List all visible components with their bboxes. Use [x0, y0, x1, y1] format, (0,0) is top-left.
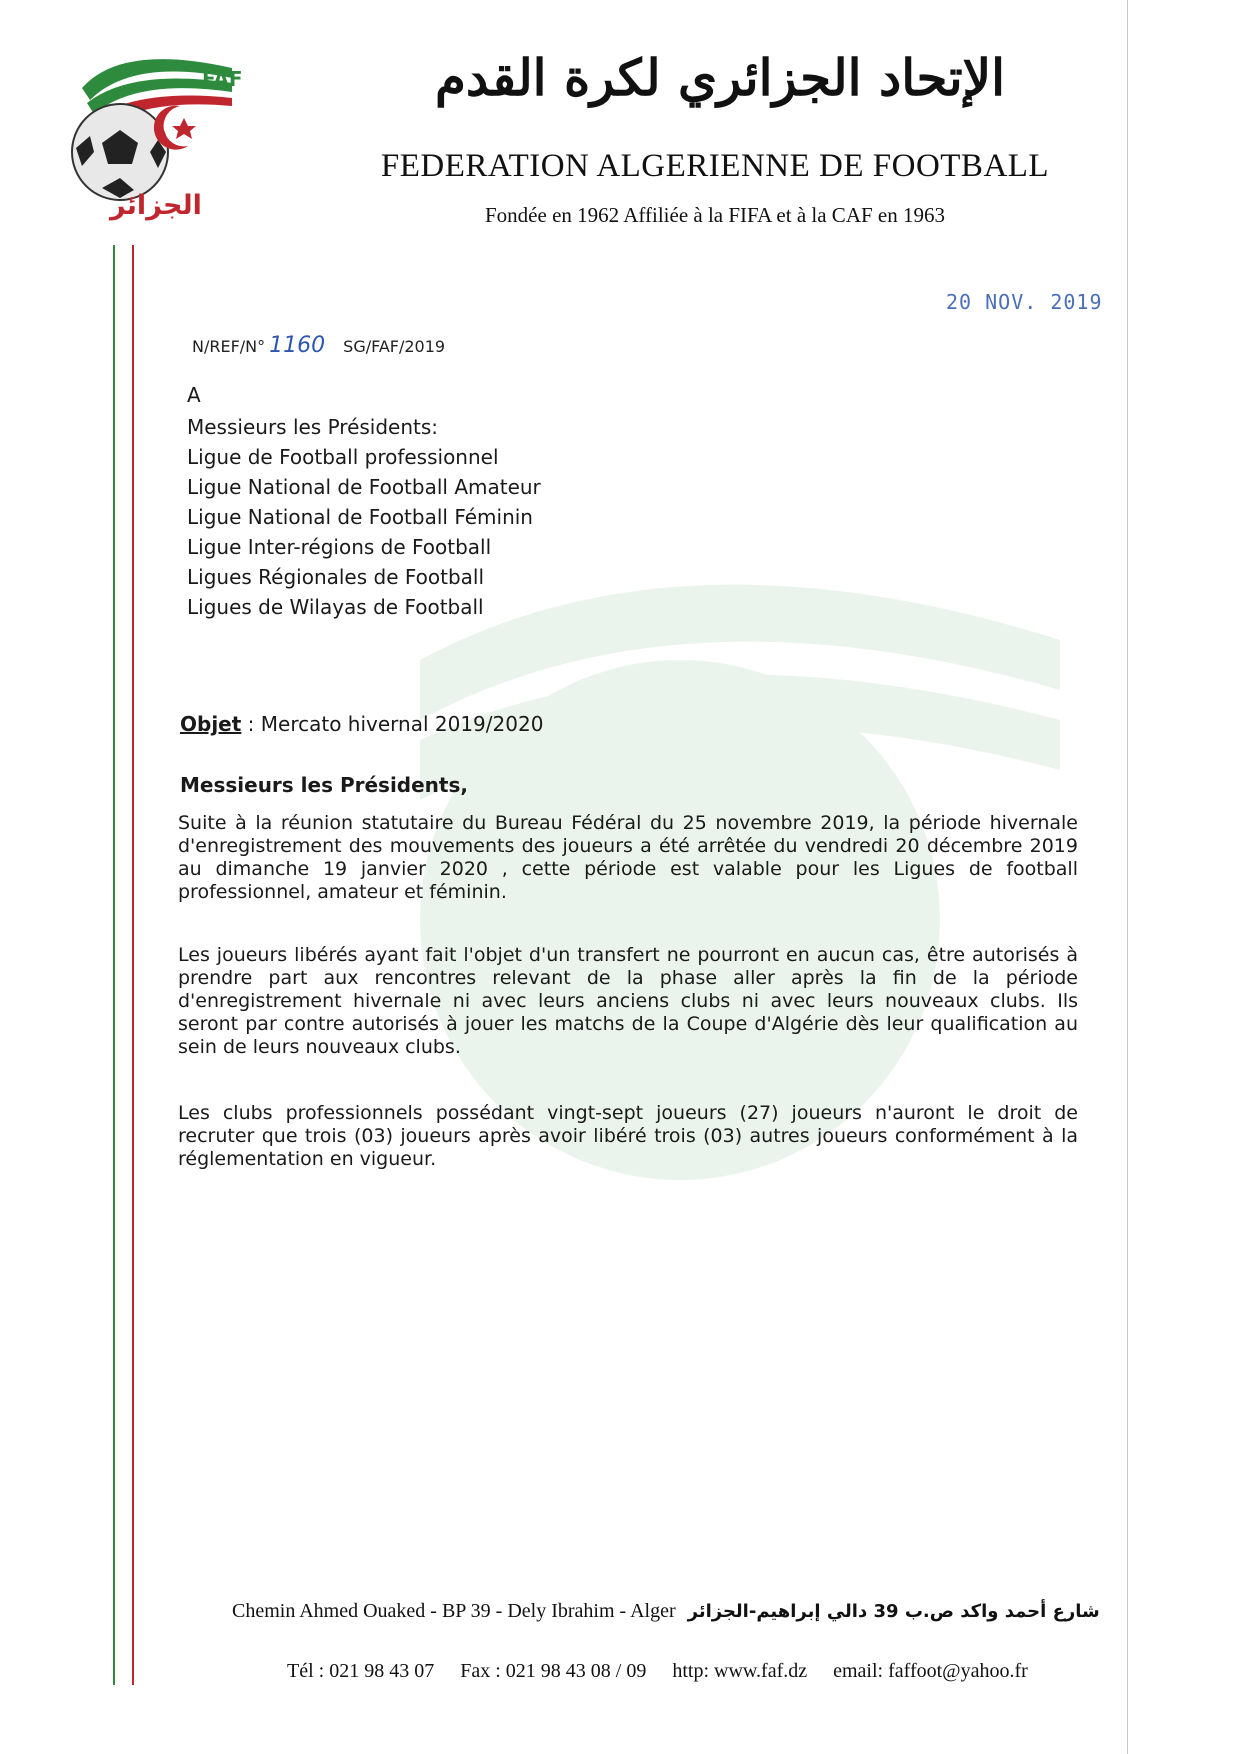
- logo-initials: FAF: [202, 67, 243, 91]
- body-paragraph: Les clubs professionnels possédant vingt-sept joueurs (27) joueurs n'auront le droit de recruter que trois (03) joueurs après avoir libéré trois (03) autres joueurs conformément à la réglementation en vigueur.: [178, 1102, 1078, 1170]
- recipient-line: Ligue Inter-régions de Football: [187, 535, 492, 559]
- header-subtitle: Fondée en 1962 Affiliée à la FIFA et à la CAF en 1963: [485, 203, 945, 227]
- header-title: FEDERATION ALGERIENNE DE FOOTBALL: [380, 148, 1050, 184]
- footer-fax: Fax : 021 98 43 08 / 09: [460, 1660, 647, 1682]
- salutation: Messieurs les Présidents,: [180, 773, 468, 797]
- reference-number: 1160: [269, 333, 326, 358]
- logo-caption-arabic: الجزائر: [110, 190, 202, 221]
- footer-address-ar: شارع أحمد واكد ص.ب 39 دالي إبراهيم-الجزائر: [687, 1601, 1100, 1622]
- header-title-arabic: الإتحاد الجزائري لكرة القدم: [434, 48, 1006, 107]
- date-stamp: 20 NOV. 2019: [946, 290, 1103, 314]
- footer-address-fr: Chemin Ahmed Ouaked - BP 39 - Dely Ibrahim - Alger: [232, 1600, 676, 1622]
- footer-contact: [287, 1660, 1054, 1683]
- reference-suffix: SG/FAF/2019: [343, 337, 446, 356]
- footer-email[interactable]: email: faffoot@yahoo.fr: [833, 1660, 1028, 1682]
- footer-tel: Tél : 021 98 43 07: [287, 1660, 435, 1682]
- recipients-block: [187, 380, 541, 622]
- footer-address: [232, 1600, 1100, 1623]
- margin-stripe-green: [113, 245, 115, 1685]
- object-line: [180, 712, 543, 736]
- recipient-line: Ligues de Wilayas de Football: [187, 595, 484, 619]
- body-paragraph: Les joueurs libérés ayant fait l'objet d'un transfert ne pourront en aucun cas, être autorisés à prendre part aux rencontres relevant de la phase aller après la fin de la période d'enregistrement hivernale ni avec leurs anciens clubs ni avec leurs nouveaux clubs. Ils seront par contre autorisés à jouer les matchs de la Coupe d'Algérie dès leur qualification au sein de leurs nouveaux clubs.: [178, 944, 1078, 1058]
- recipient-line: Ligue de Football professionnel: [187, 445, 499, 469]
- object-label: Objet: [180, 712, 242, 736]
- recipients-to: A: [187, 383, 201, 407]
- recipient-line: Ligue National de Football Féminin: [187, 505, 533, 529]
- margin-stripe-red: [132, 245, 134, 1685]
- body-paragraph: Suite à la réunion statutaire du Bureau Fédéral du 25 novembre 2019, la période hivernale d'enregistrement des mouvements des joueurs a été arrêtée du vendredi 20 décembre 2019 au dimanche 19 janvier 2020 , cette période est valable pour les Ligues de football professionnel, amateur et féminin.: [178, 812, 1078, 903]
- recipient-line: Ligues Régionales de Football: [187, 565, 485, 589]
- page-edge-line: [1127, 0, 1128, 1754]
- reference-line: [192, 333, 445, 358]
- recipient-line: Ligue National de Football Amateur: [187, 475, 541, 499]
- recipient-line: Messieurs les Présidents:: [187, 415, 439, 439]
- object-text: : Mercato hivernal 2019/2020: [241, 712, 544, 736]
- reference-prefix: N/REF/N°: [192, 337, 266, 356]
- footer-web[interactable]: http: www.faf.dz: [672, 1660, 808, 1682]
